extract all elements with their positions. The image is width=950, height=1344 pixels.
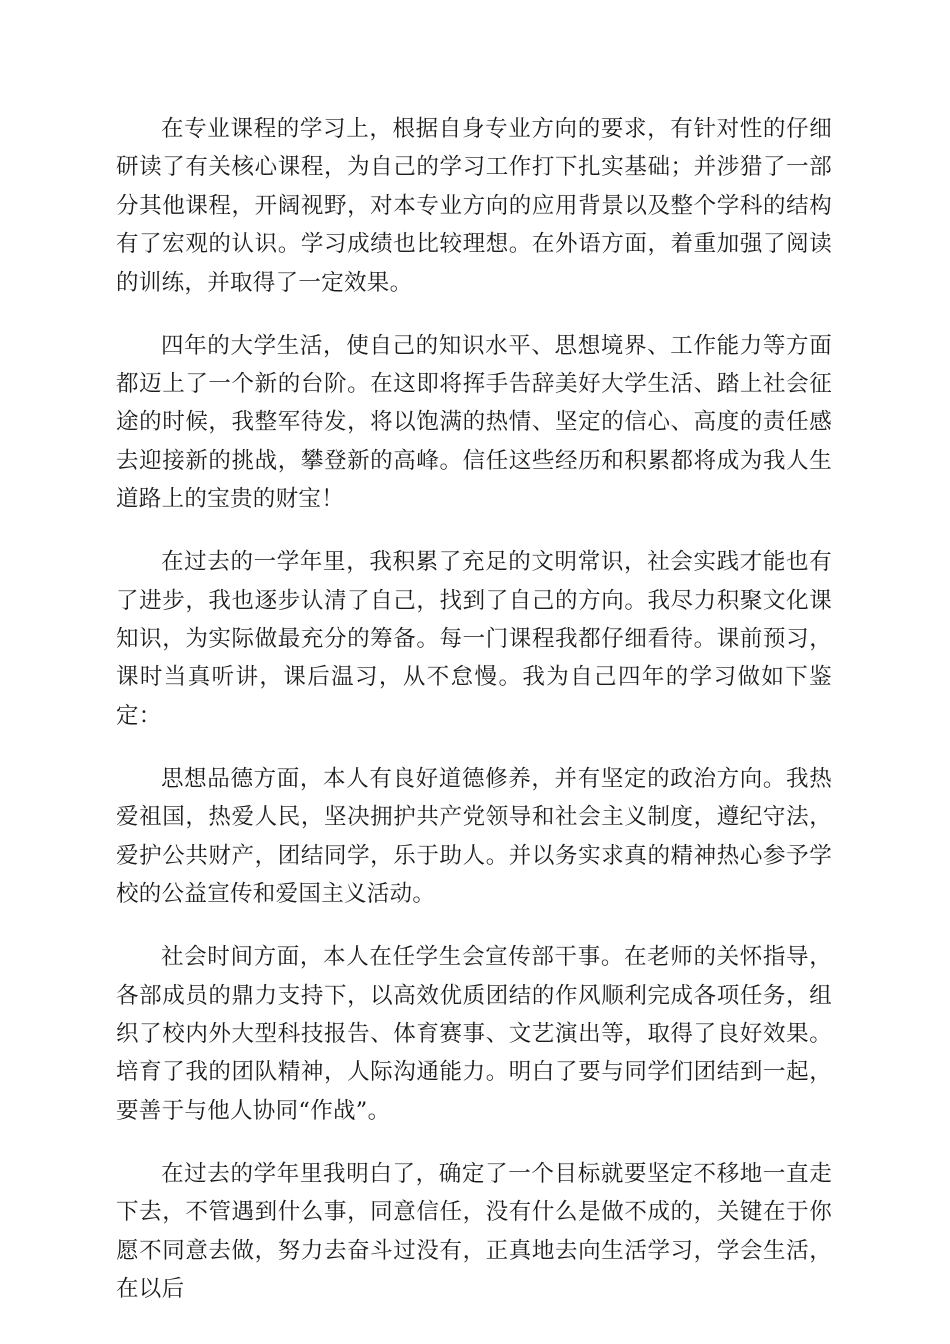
paragraph-3: 在过去的一学年里，我积累了充足的文明常识，社会实践才能也有了进步，我也逐步认清了自己，找到了自己的方向。我尽力积聚文化课知识，为实际做最充分的筹备。每一门课程我都仔细看待。课前预习，课时当真听讲，课后温习，从不怠慢。我为自己四年的学习做如下鉴定： [116, 549, 832, 729]
paragraph-4: 思想品德方面，本人有良好道德修养，并有坚定的政治方向。我热爱祖国，热爱人民，坚决拥护共产党领导和社会主义制度，遵纪守法，爱护公共财产，团结同学，乐于助人。并以务实求真的精神热心参予学校的公益宣传和爱国主义活动。 [116, 765, 832, 908]
paragraph-6: 在过去的学年里我明白了，确定了一个目标就要坚定不移地一直走下去，不管遇到什么事，同意信任，没有什么是做不成的，关键在于你愿不同意去做，努力去奋斗过没有，正真地去向生活学习，学会生活，在以后 [116, 1160, 832, 1302]
paragraph-2: 四年的大学生活，使自己的知识水平、思想境界、工作能力等方面都迈上了一个新的台阶。在这即将挥手告辞美好大学生活、踏上社会征途的时候，我整军待发，将以饱满的热情、坚定的信心、高度的责任感去迎接新的挑战，攀登新的高峰。信任这些经历和积累都将成为我人生道路上的宝贵的财宝！ [116, 332, 832, 513]
paragraph-5: 社会时间方面，本人在任学生会宣传部干事。在老师的关怀指导，各部成员的鼎力支持下，以高效优质团结的作风顺利完成各项任务，组织了校内外大型科技报告、体育赛事、文艺演出等，取得了良好效果。培育了我的团队精神，人际沟通能力。明白了要与同学们团结到一起，要善于与他人协同“作战”。 [116, 944, 832, 1124]
paragraph-1: 在专业课程的学习上，根据自身专业方向的要求，有针对性的仔细研读了有关核心课程，为自己的学习工作打下扎实基础；并涉猎了一部分其他课程，开阔视野，对本专业方向的应用背景以及整个学科的结构有了宏观的认识。学习成绩也比较理想。在外语方面，着重加强了阅读的训练，并取得了一定效果。 [116, 116, 832, 296]
document-body [116, 110, 832, 1333]
